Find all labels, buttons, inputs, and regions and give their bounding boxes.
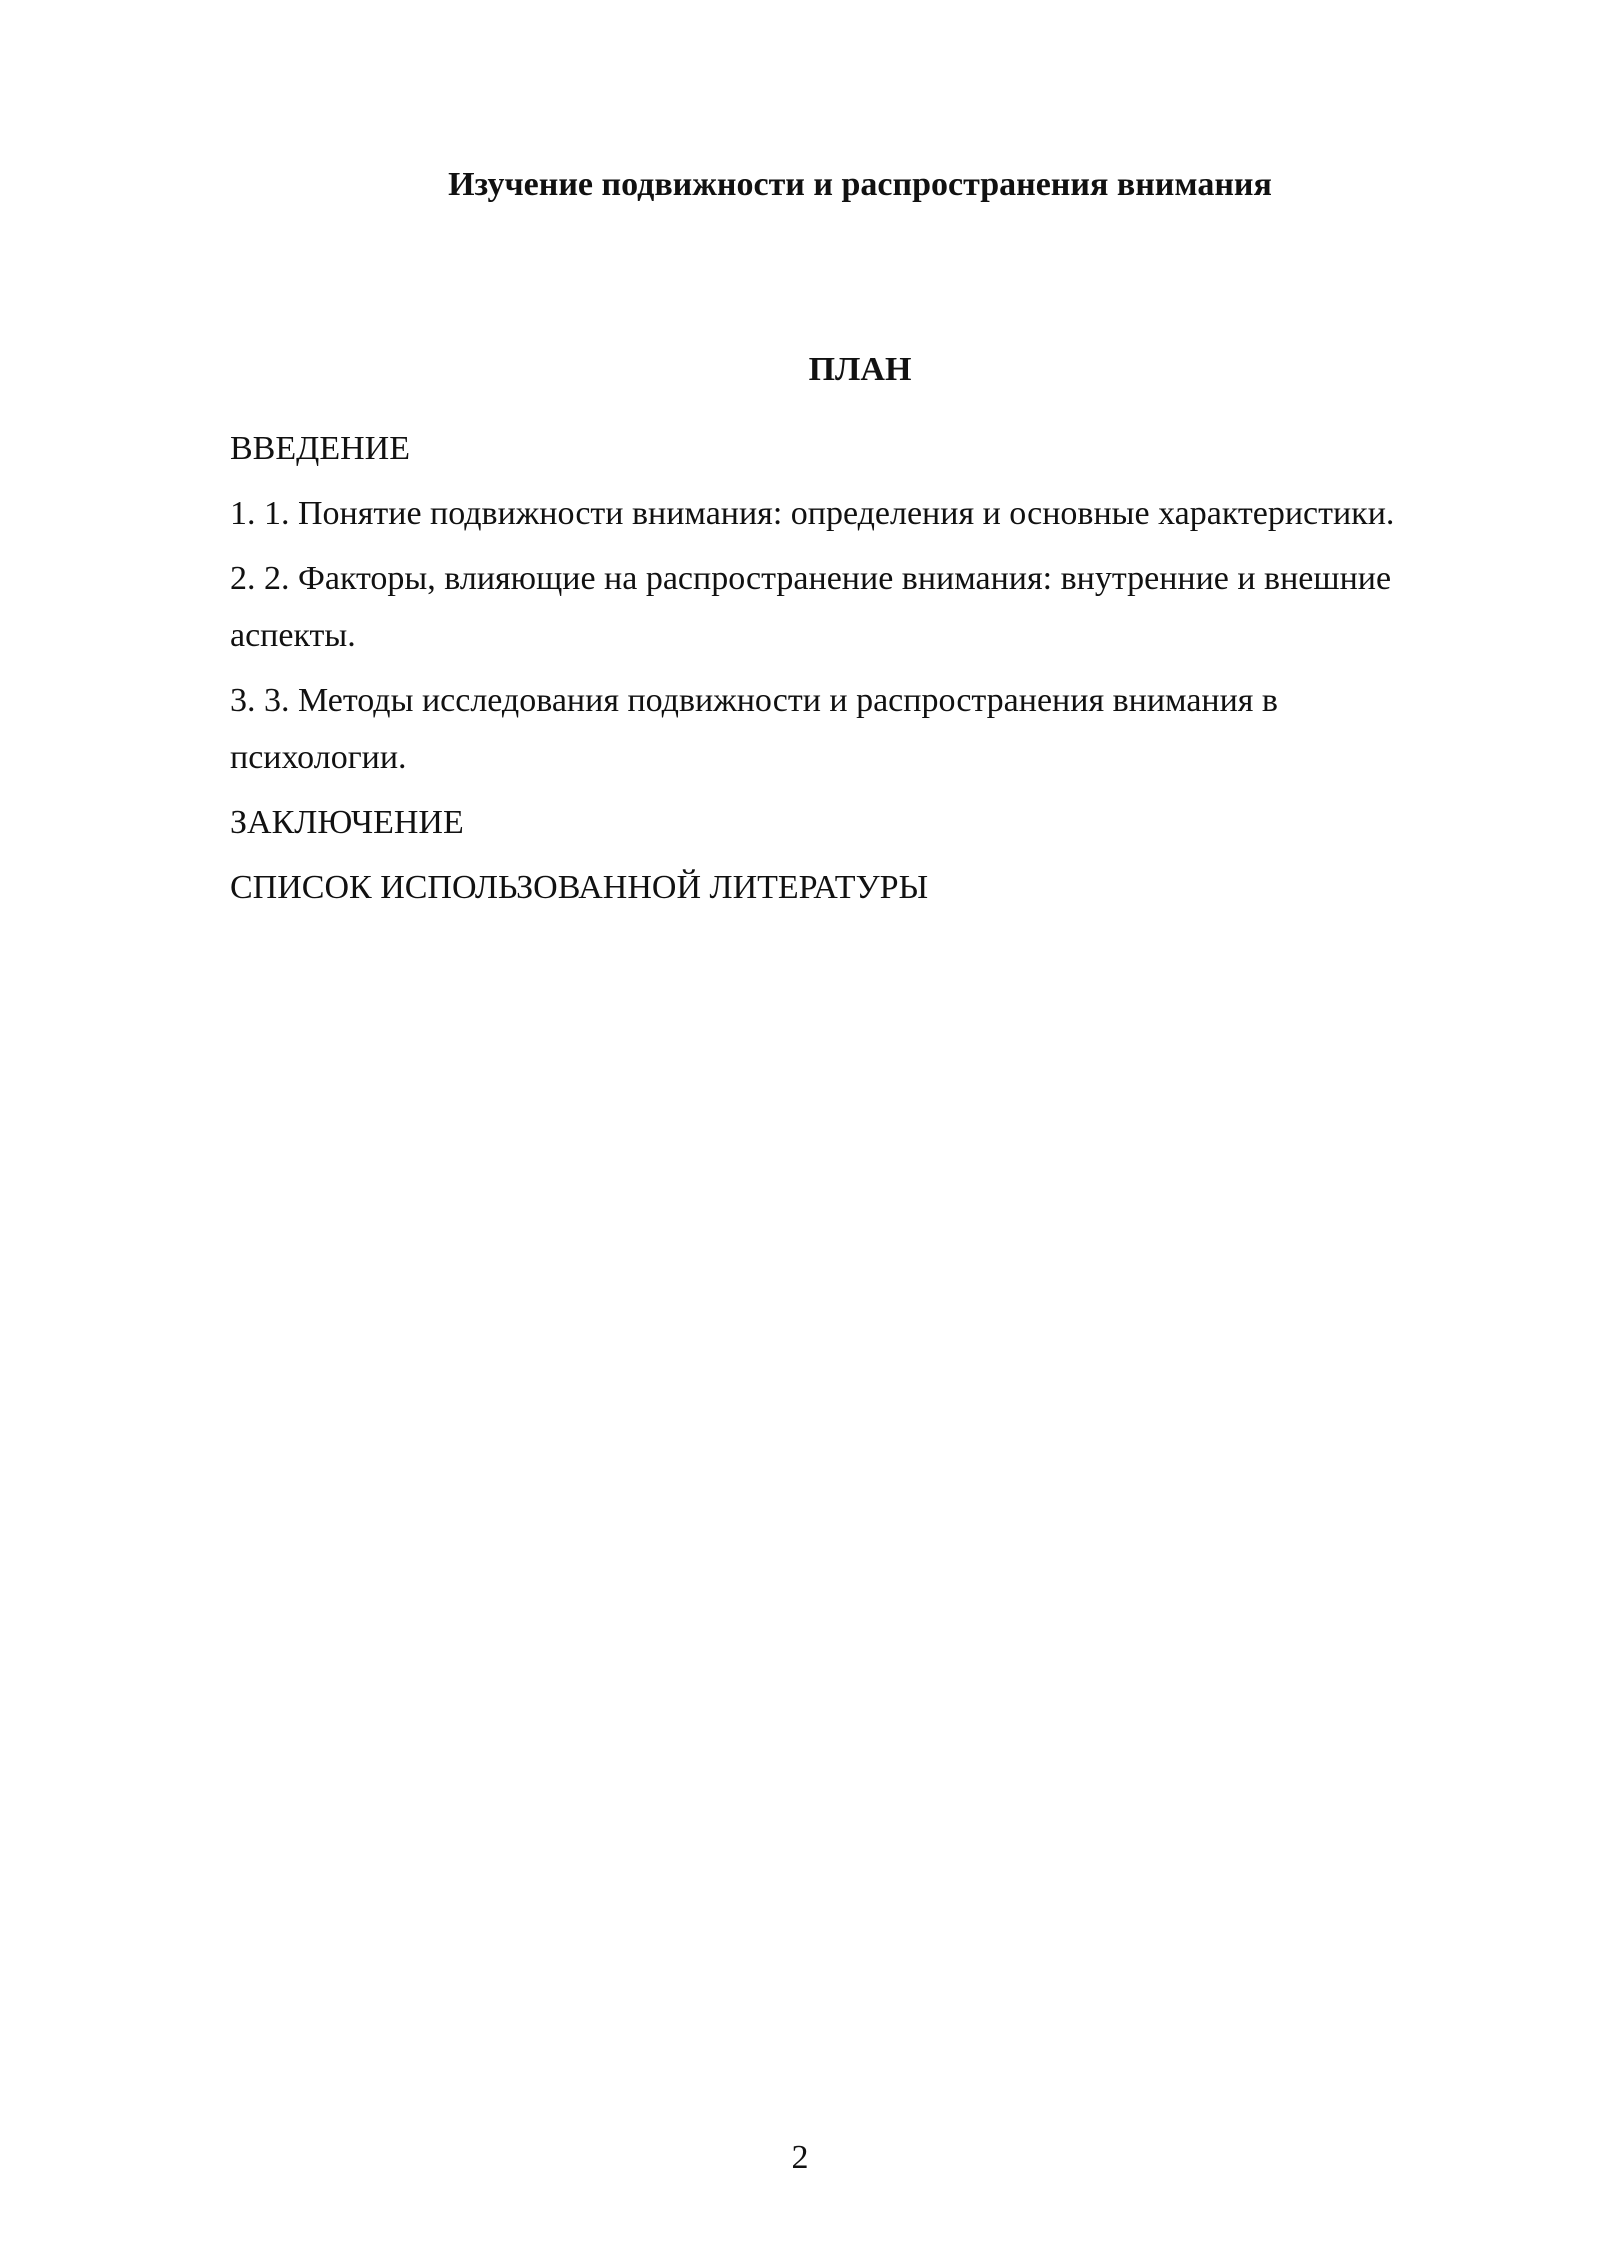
toc-item-chapter-1: 1. 1. Понятие подвижности внимания: определения и основные характеристики. (230, 495, 1395, 532)
toc-item-conclusion: ЗАКЛЮЧЕНИЕ (230, 804, 464, 841)
page-number: 2 (791, 2139, 809, 2176)
table-of-contents (230, 420, 1410, 924)
plan-heading: ПЛАН (808, 351, 912, 388)
toc-item-references: СПИСОК ИСПОЛЬЗОВАННОЙ ЛИТЕРАТУРЫ (230, 869, 929, 906)
toc-item-chapter-2: 2. 2. Факторы, влияющие на распространение внимания: внутренние и внешние аспекты. (230, 560, 1392, 654)
toc-item-chapter-3: 3. 3. Методы исследования подвижности и распространения внимания в психологии. (230, 682, 1278, 776)
document-title: Изучение подвижности и распространения внимания (448, 166, 1272, 203)
toc-item-introduction: ВВЕДЕНИЕ (230, 430, 410, 467)
